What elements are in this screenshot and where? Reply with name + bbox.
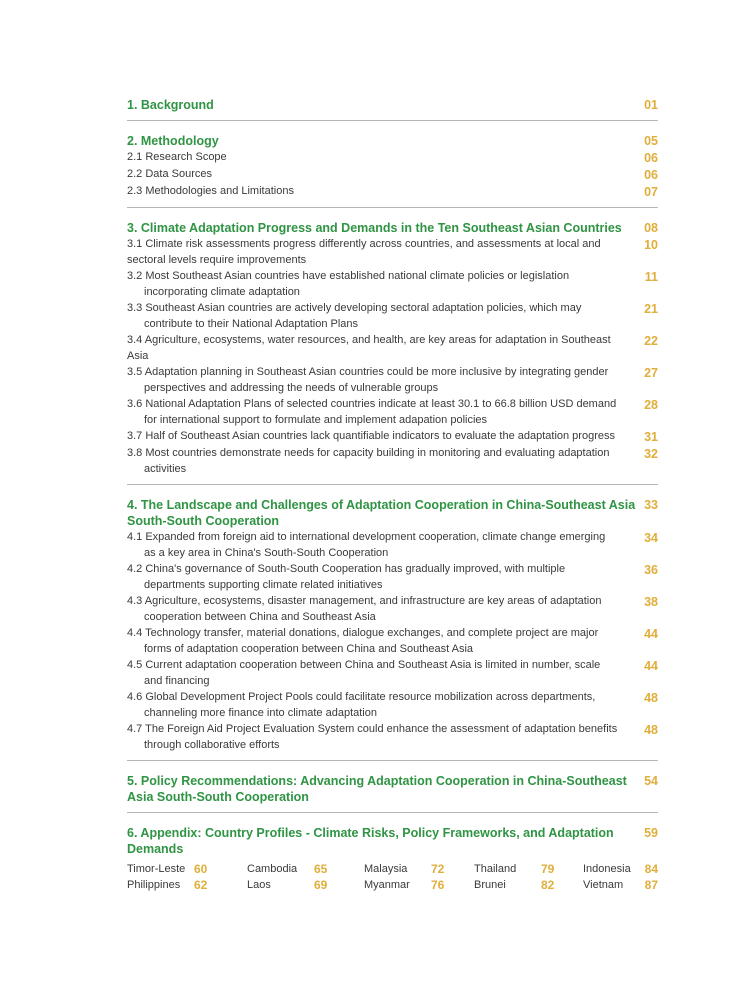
- entry-text: [127, 300, 632, 332]
- entry-text-line: 4.1 Expanded from foreign aid to international development cooperation, climate change emerging: [127, 531, 606, 543]
- toc-entry[interactable]: [127, 428, 658, 445]
- section-page-number: 01: [644, 98, 658, 112]
- section-heading[interactable]: [127, 220, 658, 236]
- entry-text-line: 3.8 Most countries demonstrate needs for capacity building in monitoring and evaluating adaptation: [127, 447, 610, 459]
- toc-section: [127, 497, 658, 761]
- entry-text-continuation: departments supporting climate related initiatives: [144, 579, 383, 591]
- section-heading[interactable]: [127, 825, 658, 857]
- toc-entry[interactable]: [127, 445, 658, 477]
- entry-text-line: 3.7 Half of Southeast Asian countries lack quantifiable indicators to evaluate the adaptation progress: [127, 430, 615, 442]
- section-title: 2. Methodology: [127, 134, 219, 148]
- entry-text: [127, 561, 632, 593]
- entry-page-number: 06: [644, 168, 658, 182]
- country-entry[interactable]: [247, 861, 364, 877]
- entry-page-number: 31: [644, 430, 658, 444]
- entry-text-line: 3.2 Most Southeast Asian countries have established national climate policies or legislation: [127, 270, 570, 282]
- toc-entry[interactable]: [127, 268, 658, 300]
- section-heading[interactable]: [127, 133, 658, 149]
- entry-text-line: 3.4 Agriculture, ecosystems, water resources, and health, are key areas for adaptation in Southeast Asia: [127, 334, 611, 362]
- entry-text-continuation: perspectives and addressing the needs of vulnerable groups: [144, 382, 439, 394]
- entry-text: [127, 689, 632, 721]
- toc-entry[interactable]: [127, 529, 658, 561]
- country-entry[interactable]: [474, 861, 583, 877]
- entry-page-number: 38: [644, 595, 658, 609]
- section-page-number: 54: [644, 774, 658, 788]
- entry-page-number: 10: [644, 238, 658, 252]
- section-title: 6. Appendix: Country Profiles - Climate Risks, Policy Frameworks, and Adaptation Demands: [127, 826, 614, 856]
- section-title: 5. Policy Recommendations: Advancing Adaptation Cooperation in China-Southeast Asia South-South Cooperation: [127, 774, 627, 804]
- entry-text-continuation: through collaborative efforts: [144, 739, 280, 751]
- entry-text-line: 4.7 The Foreign Aid Project Evaluation System could enhance the assessment of adaptation benefits: [127, 723, 618, 735]
- entry-text: [127, 593, 632, 625]
- entry-text-continuation: for international support to formulate and implement adapation policies: [144, 414, 488, 426]
- entry-text-line: 3.6 National Adaptation Plans of selected countries indicate at least 30.1 to 66.8 billion USD demand: [127, 398, 617, 410]
- entry-text-line: 4.5 Current adaptation cooperation between China and Southeast Asia is limited in number, scale: [127, 659, 601, 671]
- entry-text: [127, 166, 632, 182]
- entry-text-line: 4.4 Technology transfer, material donations, dialogue exchanges, and complete project are major: [127, 627, 599, 639]
- section-page-number: 33: [644, 498, 658, 512]
- toc-entry[interactable]: [127, 721, 658, 753]
- country-page-number: 65: [314, 862, 328, 876]
- toc-entry[interactable]: [127, 149, 658, 166]
- section-title: 4. The Landscape and Challenges of Adaptation Cooperation in China-Southeast Asia South-South Cooperation: [127, 498, 636, 528]
- section-page-number: 59: [644, 826, 658, 840]
- toc-entry[interactable]: [127, 364, 658, 396]
- country-page-number: 87: [644, 878, 658, 892]
- entry-text-continuation: and financing: [144, 675, 210, 687]
- entry-text-continuation: channeling more finance into climate adaptation: [144, 707, 377, 719]
- entry-text-line: 2.3 Methodologies and Limitations: [127, 185, 294, 197]
- country-list: [127, 861, 658, 893]
- entry-text-line: 3.5 Adaptation planning in Southeast Asian countries could be more inclusive by integrating gender: [127, 366, 609, 378]
- country-name: Thailand: [474, 863, 517, 875]
- entry-text-line: 4.6 Global Development Project Pools could facilitate resource mobilization across departments,: [127, 691, 596, 703]
- country-page-number: 69: [314, 878, 328, 892]
- country-name: Indonesia: [583, 863, 631, 875]
- toc-entry[interactable]: [127, 625, 658, 657]
- country-entry[interactable]: [583, 877, 658, 893]
- toc-section: [127, 220, 658, 485]
- entry-page-number: 32: [644, 447, 658, 461]
- entry-text-line: 3.3 Southeast Asian countries are actively developing sectoral adaptation policies, which may: [127, 302, 582, 314]
- section-title: 1. Background: [127, 98, 214, 112]
- entry-page-number: 22: [644, 334, 658, 348]
- entry-text-continuation: forms of adaptation cooperation between China and Southeast Asia: [144, 643, 474, 655]
- entry-page-number: 21: [644, 302, 658, 316]
- entry-page-number: 11: [644, 270, 658, 284]
- country-page-number: 79: [541, 862, 555, 876]
- country-name: Cambodia: [247, 863, 298, 875]
- toc-entry[interactable]: [127, 332, 658, 364]
- toc-section-appendix: [127, 825, 658, 900]
- entry-text: [127, 183, 632, 199]
- entry-text-line: 3.1 Climate risk assessments progress differently across countries, and assessments at local and: [127, 238, 601, 250]
- country-name: Philippines: [127, 879, 181, 891]
- country-entry[interactable]: [474, 877, 583, 893]
- country-name: Timor-Leste: [127, 863, 186, 875]
- country-name: Malaysia: [364, 863, 408, 875]
- entry-text: [127, 721, 632, 753]
- entry-text-continuation: as a key area in China's South-South Cooperation: [144, 547, 389, 559]
- toc-entry[interactable]: [127, 183, 658, 200]
- section-title: 3. Climate Adaptation Progress and Demands in the Ten Southeast Asian Countries: [127, 221, 622, 235]
- entry-page-number: 48: [644, 691, 658, 705]
- entry-text-line: 4.3 Agriculture, ecosystems, disaster management, and infrastructure are key areas of adaptation: [127, 595, 602, 607]
- country-name: Vietnam: [583, 879, 624, 891]
- entry-text: [127, 445, 632, 477]
- entry-text: [127, 625, 632, 657]
- toc-entry[interactable]: [127, 561, 658, 593]
- entry-text: [127, 364, 632, 396]
- toc-section: [127, 773, 658, 813]
- section-heading[interactable]: [127, 497, 658, 529]
- country-entry[interactable]: [364, 861, 474, 877]
- country-entry[interactable]: [364, 877, 474, 893]
- section-heading[interactable]: [127, 773, 658, 805]
- entry-text: [127, 657, 632, 689]
- entry-page-number: 06: [644, 151, 658, 165]
- entry-page-number: 44: [644, 627, 658, 641]
- entry-text-continuation: incorporating climate adaptation: [144, 286, 300, 298]
- entry-text: [127, 428, 632, 444]
- entry-text: [127, 396, 632, 428]
- entry-page-number: 07: [644, 185, 658, 199]
- country-entry[interactable]: [127, 861, 247, 877]
- country-entry[interactable]: [583, 861, 658, 877]
- toc-entry[interactable]: [127, 300, 658, 332]
- entry-page-number: 36: [644, 563, 658, 577]
- country-page-number: 72: [431, 862, 445, 876]
- country-name: Myanmar: [364, 879, 410, 891]
- country-page-number: 62: [194, 878, 208, 892]
- toc-entry[interactable]: [127, 657, 658, 689]
- entry-text-continuation: sectoral levels require improvements: [127, 254, 307, 266]
- toc-section: [127, 97, 658, 121]
- entry-text: [127, 236, 632, 268]
- entry-page-number: 34: [644, 531, 658, 545]
- country-page-number: 82: [541, 878, 555, 892]
- section-page-number: 05: [644, 134, 658, 148]
- entry-text: [127, 529, 632, 561]
- entry-page-number: 48: [644, 723, 658, 737]
- entry-page-number: 44: [644, 659, 658, 673]
- entry-text-line: 2.2 Data Sources: [127, 168, 212, 180]
- section-heading[interactable]: [127, 97, 658, 113]
- entry-text-continuation: cooperation between China and Southeast Asia: [144, 611, 376, 623]
- section-page-number: 08: [644, 221, 658, 235]
- country-page-number: 60: [194, 862, 208, 876]
- toc-entry[interactable]: [127, 236, 658, 268]
- toc-entry[interactable]: [127, 689, 658, 721]
- toc-section: [127, 133, 658, 208]
- country-page-number: 76: [431, 878, 445, 892]
- table-of-contents: [127, 97, 658, 912]
- toc-entry[interactable]: [127, 166, 658, 183]
- entry-text: [127, 332, 632, 364]
- entry-text-line: 2.1 Research Scope: [127, 151, 227, 163]
- entry-text: [127, 149, 632, 165]
- entry-text-continuation: activities: [144, 463, 187, 475]
- entry-page-number: 28: [644, 398, 658, 412]
- entry-text: [127, 268, 632, 300]
- entry-text-continuation: contribute to their National Adaptation Plans: [144, 318, 359, 330]
- entry-page-number: 27: [644, 366, 658, 380]
- country-page-number: 84: [644, 862, 658, 876]
- country-name: Laos: [247, 879, 271, 891]
- toc-entry[interactable]: [127, 593, 658, 625]
- toc-entry[interactable]: [127, 396, 658, 428]
- country-entry[interactable]: [127, 877, 247, 893]
- entry-text-line: 4.2 China's governance of South-South Cooperation has gradually improved, with multiple: [127, 563, 566, 575]
- country-entry[interactable]: [247, 877, 364, 893]
- country-name: Brunei: [474, 879, 506, 891]
